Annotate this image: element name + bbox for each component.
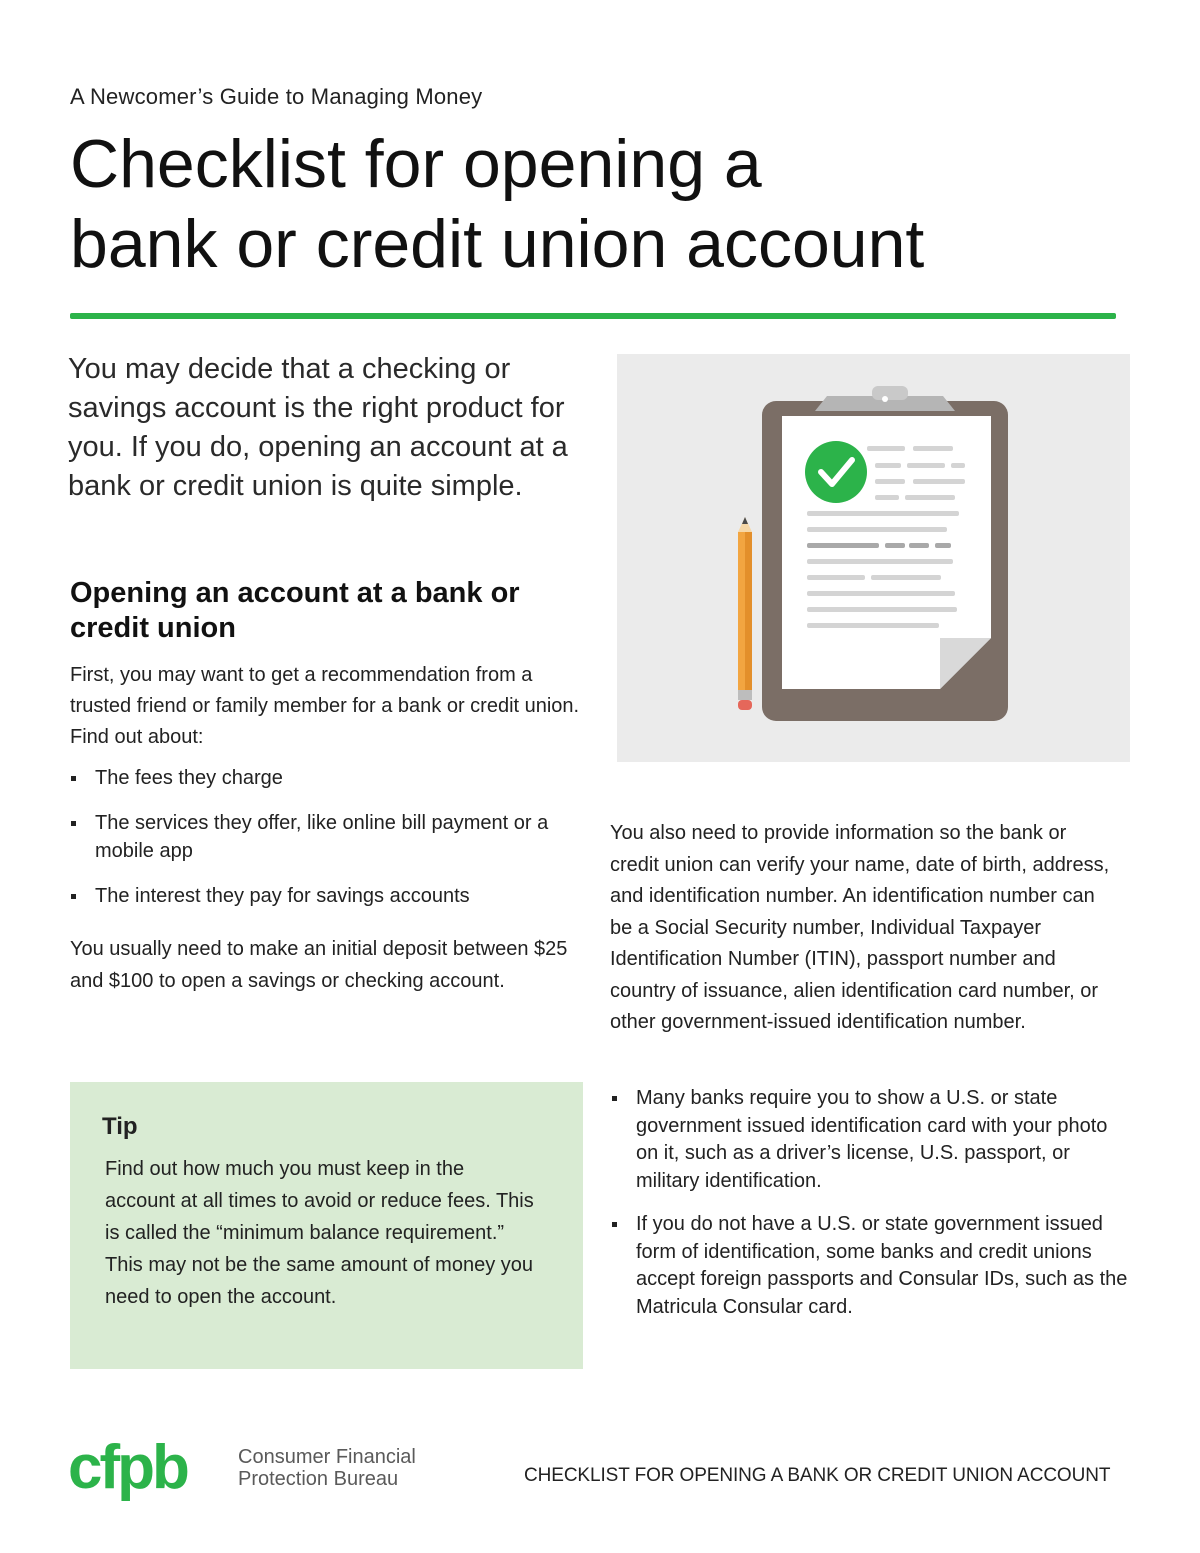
list-item: The interest they pay for savings accounts — [70, 882, 590, 910]
series-title: A Newcomer’s Guide to Managing Money — [70, 84, 483, 109]
clipboard-checklist-icon — [617, 354, 1130, 762]
section-paragraph-1: First, you may want to get a recommendation from a trusted friend or family member for a bank or credit union. Find out about: — [70, 664, 580, 748]
page-title — [70, 124, 1130, 284]
check-circle-icon — [805, 441, 867, 503]
section-heading: Opening an account at a bank or credit union — [70, 577, 520, 644]
title-divider — [70, 313, 1116, 319]
list-item: If you do not have a U.S. or state government issued form of identification, some banks and credit unions accept foreign passports and Consular IDs, such as the Matricula Consular card. — [610, 1211, 1130, 1321]
intro-text: You may decide that a checking or savings account is the right product for you. If you do, opening an account at a bank or credit union is quite simple. — [68, 353, 568, 502]
agency-name — [238, 1446, 416, 1490]
agency-line-1: Consumer Financial — [238, 1446, 416, 1468]
section-paragraph-2: You usually need to make an initial deposit between $25 and $100 to open a savings or checking account. — [70, 938, 568, 992]
agency-line-2: Protection Bureau — [238, 1468, 399, 1490]
pencil-icon — [738, 517, 752, 710]
list-item: Many banks require you to show a U.S. or state government issued identification card with your photo on it, such as a driver’s license, U.S. passport, or military identification. — [610, 1085, 1130, 1195]
logo-wordmark: cfpb — [70, 1433, 187, 1502]
id-info-paragraph: You also need to provide information so the bank or credit union can verify your name, date of birth, address, and identification number. An identification number can be a Social Security number, Individual Taxpayer Identification Number (ITIN), passport number and country of issuance, alien identification card number, or other government-issued identification number. — [610, 822, 1110, 1033]
list-item: The fees they charge — [70, 764, 590, 792]
cfpb-logo — [70, 1432, 230, 1510]
cfpb-logo-mark — [70, 1432, 230, 1510]
tip-body: Find out how much you must keep in the account at all times to avoid or reduce fees. This is called the “minimum balance requirement.” This may not be the same amount of money you need to open the account. — [105, 1158, 534, 1308]
id-requirements-list — [610, 1085, 1130, 1337]
footer-document-title: CHECKLIST FOR OPENING A BANK OR CREDIT UNION ACCOUNT — [524, 1465, 1111, 1486]
title-line-1: Checklist for opening a — [70, 126, 762, 202]
find-out-list — [70, 764, 590, 927]
title-line-2: bank or credit union account — [70, 206, 925, 282]
tip-heading: Tip — [102, 1113, 138, 1140]
list-item: The services they offer, like online bill payment or a mobile app — [70, 809, 590, 865]
clipboard-illustration — [617, 354, 1130, 762]
